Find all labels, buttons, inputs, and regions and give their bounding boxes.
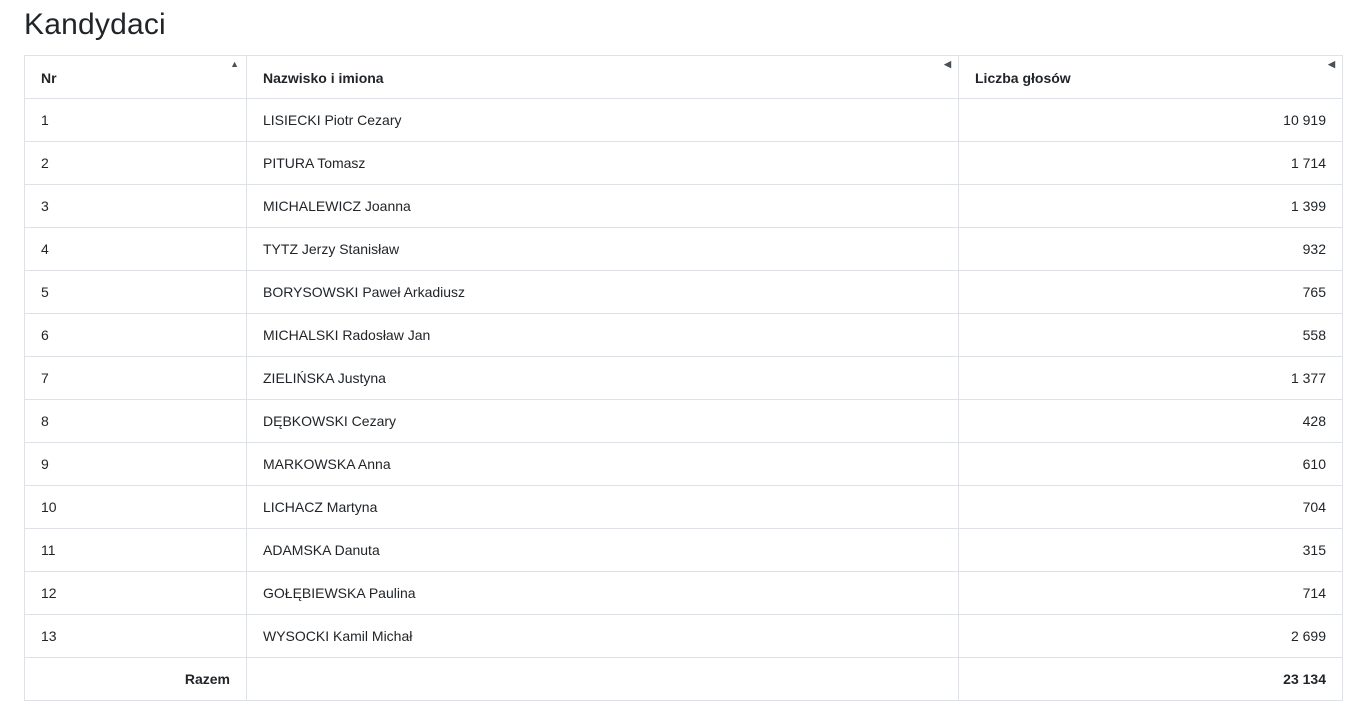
cell-name: LISIECKI Piotr Cezary [247,99,959,142]
cell-nr: 11 [25,529,247,572]
footer-empty-cell [247,658,959,701]
cell-name: GOŁĘBIEWSKA Paulina [247,572,959,615]
cell-name: MICHALEWICZ Joanna [247,185,959,228]
cell-name: LICHACZ Martyna [247,486,959,529]
cell-name: PITURA Tomasz [247,142,959,185]
cell-votes: 765 [959,271,1343,314]
table-body [25,99,1343,658]
cell-votes: 1 399 [959,185,1343,228]
table-row [25,185,1343,228]
table-row [25,572,1343,615]
candidates-table [24,55,1343,701]
table-row [25,615,1343,658]
sort-descending-icon[interactable]: ◀ [1328,59,1335,69]
table-row [25,529,1343,572]
column-header-nr[interactable] [25,56,247,99]
cell-name: MARKOWSKA Anna [247,443,959,486]
cell-nr: 7 [25,357,247,400]
cell-name: TYTZ Jerzy Stanisław [247,228,959,271]
column-header-name[interactable] [247,56,959,99]
cell-votes: 932 [959,228,1343,271]
page-title: Kandydaci [24,8,166,41]
cell-name: WYSOCKI Kamil Michał [247,615,959,658]
table-row [25,271,1343,314]
cell-nr: 6 [25,314,247,357]
cell-nr: 3 [25,185,247,228]
footer-total-label: Razem [25,658,247,701]
cell-nr: 4 [25,228,247,271]
cell-nr: 8 [25,400,247,443]
cell-name: MICHALSKI Radosław Jan [247,314,959,357]
column-header-name-label: Nazwisko i imiona [263,70,384,86]
cell-votes: 2 699 [959,615,1343,658]
table-row [25,314,1343,357]
table-row [25,400,1343,443]
table-row [25,443,1343,486]
cell-votes: 315 [959,529,1343,572]
table-row [25,228,1343,271]
cell-nr: 10 [25,486,247,529]
cell-name: ZIELIŃSKA Justyna [247,357,959,400]
column-header-votes-label: Liczba głosów [975,70,1071,86]
cell-nr: 12 [25,572,247,615]
cell-name: DĘBKOWSKI Cezary [247,400,959,443]
table-row [25,99,1343,142]
cell-nr: 9 [25,443,247,486]
column-header-votes[interactable] [959,56,1343,99]
column-header-nr-label: Nr [41,70,57,86]
cell-votes: 10 919 [959,99,1343,142]
cell-votes: 558 [959,314,1343,357]
cell-nr: 2 [25,142,247,185]
cell-votes: 1 377 [959,357,1343,400]
cell-name: BORYSOWSKI Paweł Arkadiusz [247,271,959,314]
cell-votes: 610 [959,443,1343,486]
table-row [25,486,1343,529]
cell-votes: 704 [959,486,1343,529]
table-row [25,357,1343,400]
cell-votes: 714 [959,572,1343,615]
cell-name: ADAMSKA Danuta [247,529,959,572]
sort-ascending-icon[interactable]: ▲ [230,59,239,69]
cell-nr: 5 [25,271,247,314]
table-footer-row [25,658,1343,701]
table-row [25,142,1343,185]
footer-total-votes: 23 134 [959,658,1343,701]
cell-votes: 428 [959,400,1343,443]
page-container [0,8,1366,701]
cell-nr: 1 [25,99,247,142]
table-header [25,56,1343,99]
table-footer [25,658,1343,701]
sort-descending-icon[interactable]: ◀ [944,59,951,69]
table-header-row [25,56,1343,99]
cell-votes: 1 714 [959,142,1343,185]
cell-nr: 13 [25,615,247,658]
